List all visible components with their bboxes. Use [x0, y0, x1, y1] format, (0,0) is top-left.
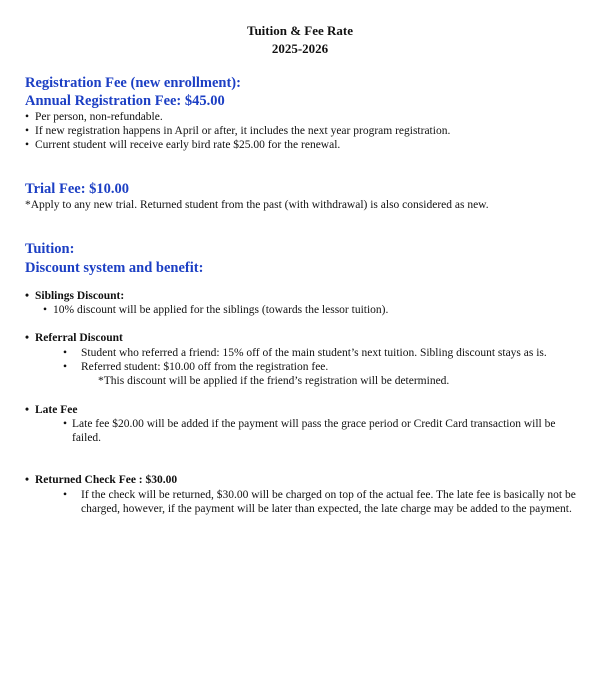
siblings-item: 10% discount will be applied for the siblings (towards the lessor tuition). [53, 304, 389, 316]
bullet-glyph: • [63, 347, 68, 359]
late-fee-label: Late Fee [35, 404, 78, 416]
referral-item: Student who referred a friend: 15% off of the main student’s next tuition. Sibling discount stays as is. [81, 347, 547, 359]
registration-fee-heading: Annual Registration Fee: $45.00 [25, 93, 225, 109]
siblings-discount-label: Siblings Discount: [35, 290, 125, 302]
registration-heading: Registration Fee (new enrollment): [25, 75, 241, 91]
bullet-glyph: • [63, 361, 68, 373]
bullet-glyph: • [25, 290, 30, 302]
bullet-glyph: • [25, 474, 30, 486]
bullet-glyph: • [63, 418, 68, 430]
bullet-glyph: • [25, 404, 30, 416]
bullet-glyph: • [63, 489, 68, 501]
bullet-glyph: • [25, 332, 30, 344]
discount-heading: Discount system and benefit: [25, 260, 204, 276]
trial-note: *Apply to any new trial. Returned student from the past (with withdrawal) is also considered as new. [25, 199, 489, 211]
late-fee-item: Late fee $20.00 will be added if the payment will pass the grace period or Credit Card transaction will be failed. [72, 418, 556, 444]
trial-fee-heading: Trial Fee: $10.00 [25, 181, 130, 197]
bullet-glyph: • [25, 125, 30, 137]
returned-check-label: Returned Check Fee : $30.00 [35, 474, 178, 486]
registration-item: Current student will receive early bird rate $25.00 for the renewal. [35, 139, 341, 151]
registration-item: Per person, non-refundable. [35, 111, 163, 123]
returned-check-item: If the check will be returned, $30.00 will be charged on top of the actual fee. The late fee is basically not be charged, however, if the payment will be later than expected, the late charge may be added to the payment. [81, 489, 576, 515]
referral-note: *This discount will be applied if the friend’s registration will be determined. [98, 375, 450, 387]
bullet-glyph: • [25, 111, 30, 123]
page-year: 2025-2026 [271, 41, 329, 56]
page-title: Tuition & Fee Rate [246, 23, 354, 38]
tuition-heading: Tuition: [25, 241, 75, 257]
bullet-glyph: • [43, 304, 48, 316]
referral-item: Referred student: $10.00 off from the registration fee. [81, 361, 329, 373]
bullet-glyph: • [25, 139, 30, 151]
referral-discount-label: Referral Discount [35, 332, 123, 344]
registration-item: If new registration happens in April or after, it includes the next year program registration. [35, 125, 451, 137]
